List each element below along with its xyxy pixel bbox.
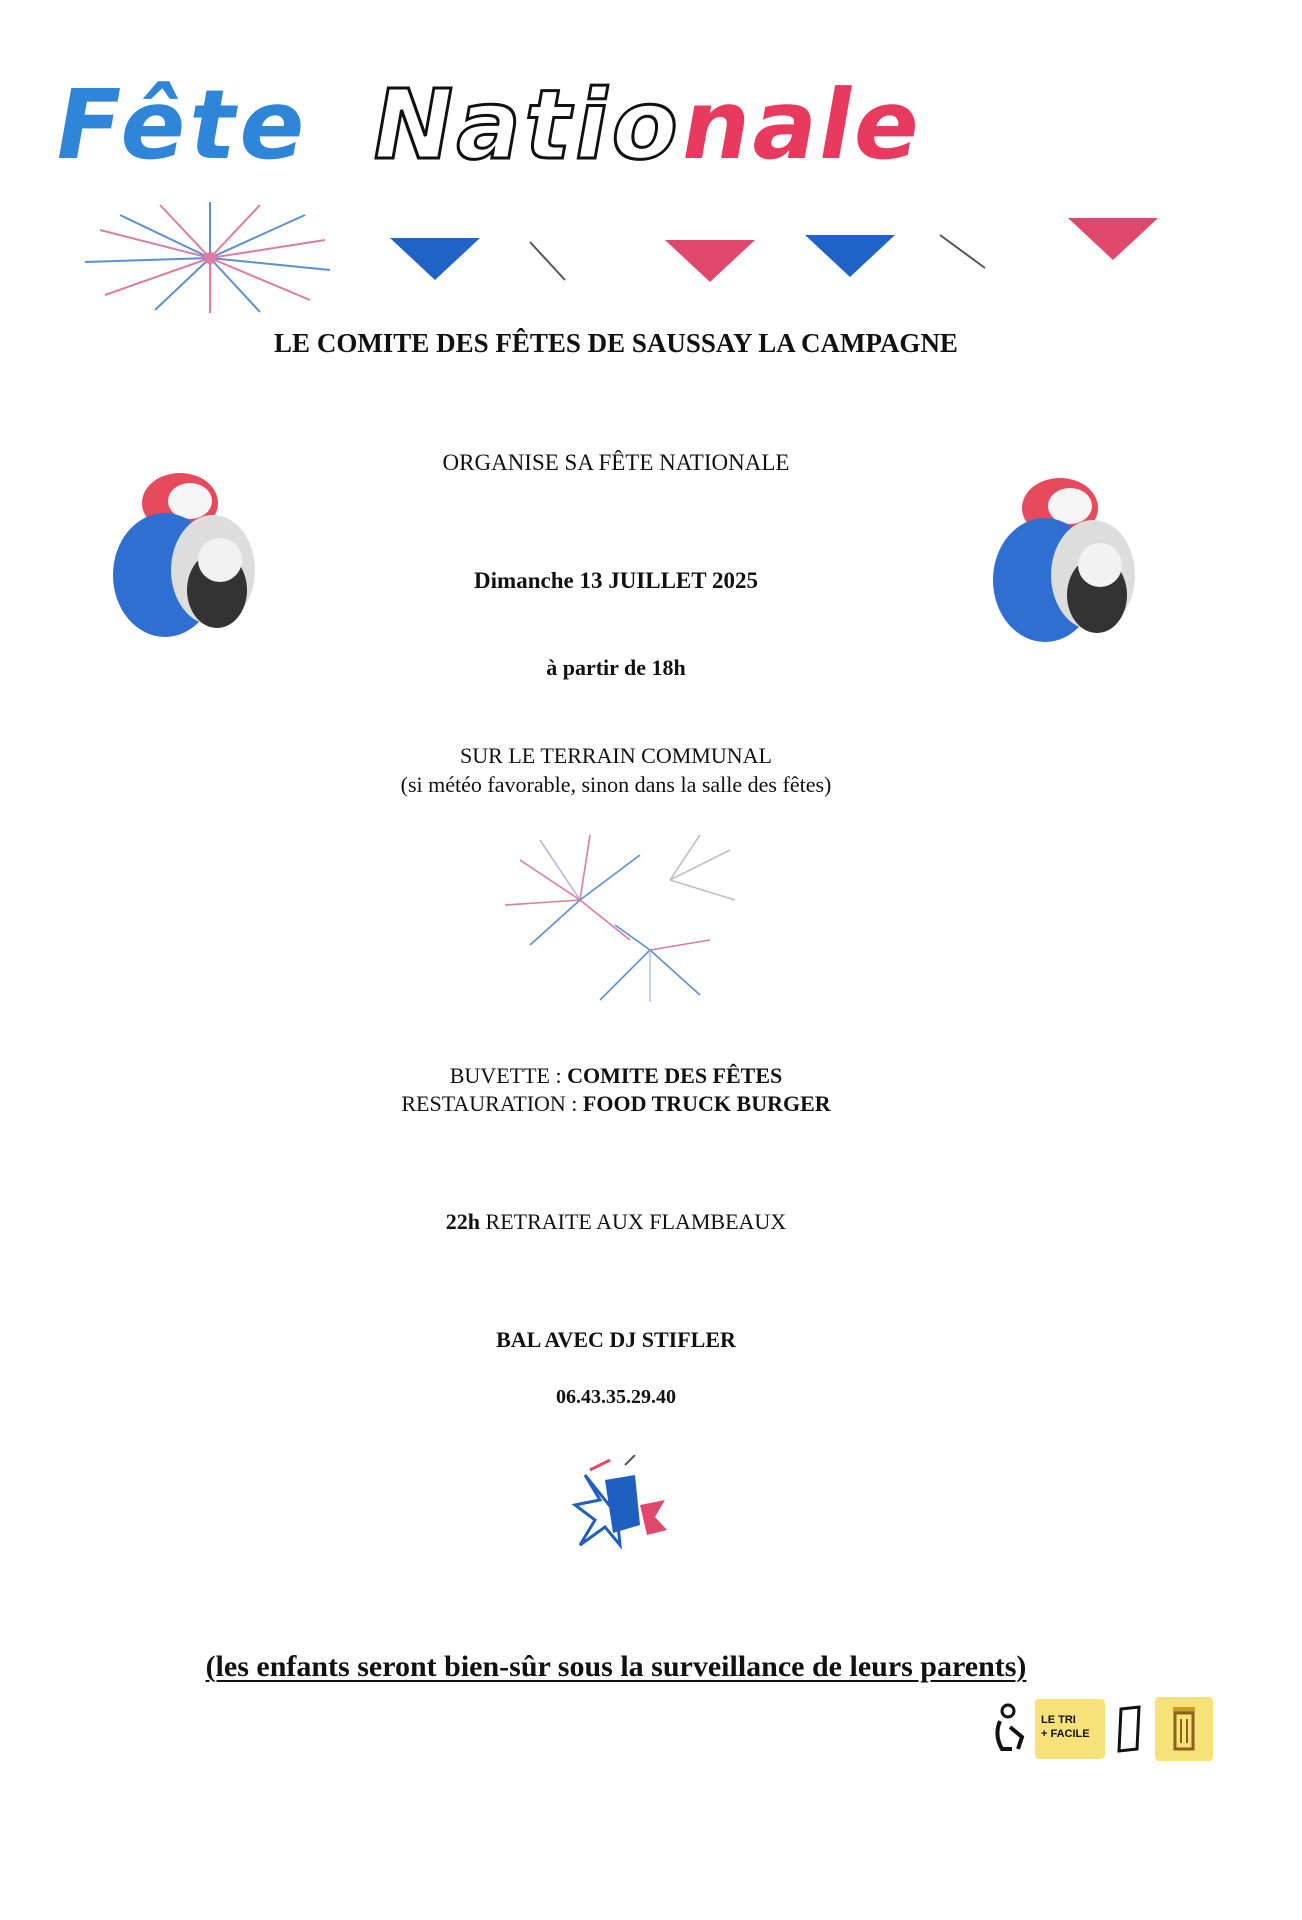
fireworks-icon [80,200,340,315]
retraite-time: 22h [445,1209,481,1234]
retraite-line [0,1209,1232,1235]
restauration-value: FOOD TRUCK BURGER [582,1091,831,1116]
phone-number: 06.43.35.29.40 [556,1386,676,1408]
title-nale: nale [673,69,933,181]
tri-line1: LE TRI [1041,1714,1076,1726]
retraite-text: RETRAITE AUX FLAMBEAUX [480,1209,787,1234]
card-icon [1115,1705,1145,1753]
restauration-label: RESTAURATION : [401,1091,583,1116]
tri-line2: + FACILE [1041,1728,1090,1740]
subtitle: ORGANISE SA FÊTE NATIONALE [442,450,790,475]
poster-title [46,69,1176,181]
person-recycling-icon [990,1703,1032,1755]
trash-bin-icon [1155,1697,1213,1761]
event-date: Dimanche 13 JUILLET 2025 [474,568,758,593]
buvette-line [0,1063,1232,1089]
children-note: (les enfants seront bien-sûr sous la surveillance de leurs parents) [205,1650,1027,1683]
fireworks-icon [500,830,740,1005]
event-location-note: (si météo favorable, sinon dans la salle des fêtes) [400,772,832,797]
recycling-logo [990,1695,1225,1765]
event-location: SUR LE TERRAIN COMMUNAL [460,743,772,768]
bal-line: BAL AVEC DJ STIFLER [496,1327,736,1352]
title-natio: Natio [363,69,693,181]
restauration-line [0,1091,1232,1117]
balloons-icon [105,465,265,655]
event-time: à partir de 18h [546,655,686,680]
balloons-icon [985,470,1145,660]
flag-icon [555,1455,675,1555]
organizer-heading: LE COMITE DES FÊTES DE SAUSSAY LA CAMPAGNE [274,328,958,358]
buvette-value: COMITE DES FÊTES [567,1063,783,1088]
title-fete: Fête [46,69,320,181]
buvette-label: BUVETTE : [449,1063,568,1088]
bunting-flags [380,210,1160,290]
tri-facile-badge [1035,1699,1105,1759]
bin-badge [1155,1697,1213,1761]
